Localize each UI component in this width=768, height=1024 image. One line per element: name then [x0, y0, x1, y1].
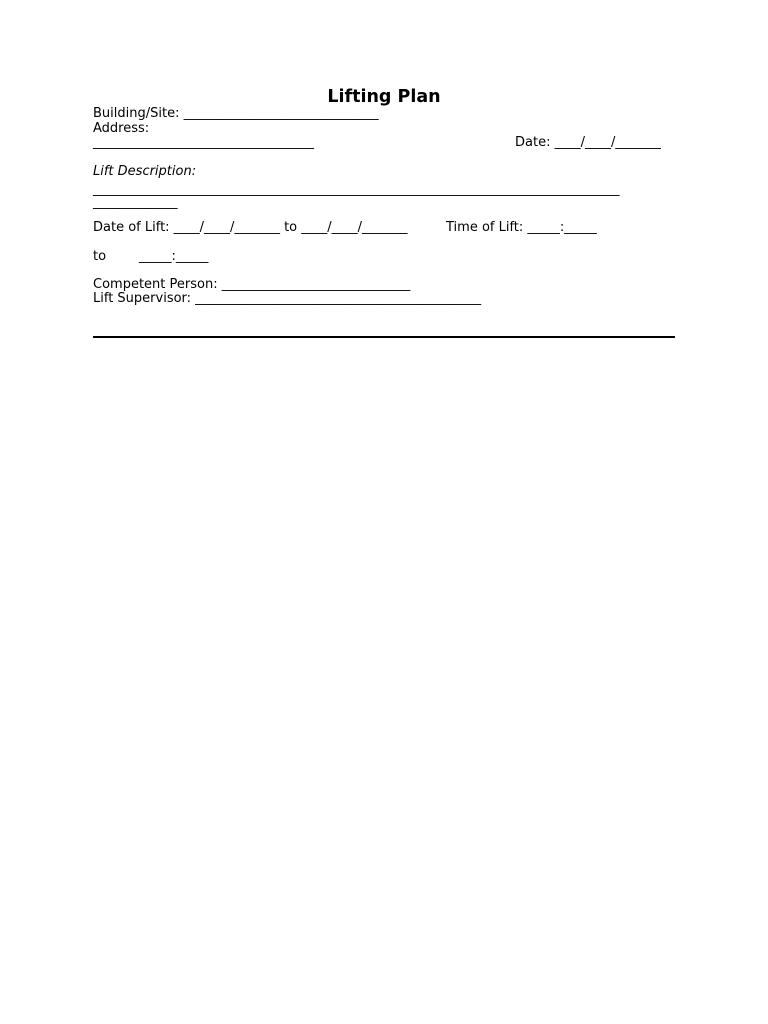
time-of-lift-field: Time of Lift: _____:_____ — [446, 220, 597, 235]
lift-description-line-2: _____________ — [93, 195, 178, 210]
lift-description-line-1: _________________________________________________________________________________ — [93, 182, 620, 197]
date-field: Date: ____/____/_______ — [515, 135, 661, 150]
address-label: Address: — [93, 121, 150, 136]
competent-person-field: Competent Person: _____________________________ — [93, 277, 411, 292]
date-of-lift-field: Date of Lift: ____/____/_______ to ____/____/_______ — [93, 220, 408, 235]
to-label: to — [93, 249, 107, 264]
building-site-field: Building/Site: ______________________________ — [93, 106, 379, 121]
lift-supervisor-field: Lift Supervisor: ____________________________________________ — [93, 291, 482, 306]
to-time-field: _____:_____ — [139, 249, 209, 264]
lift-description-label: Lift Description: — [93, 164, 197, 179]
address-field: __________________________________ — [93, 135, 314, 150]
section-divider — [93, 336, 675, 338]
document-title: Lifting Plan — [327, 87, 441, 107]
